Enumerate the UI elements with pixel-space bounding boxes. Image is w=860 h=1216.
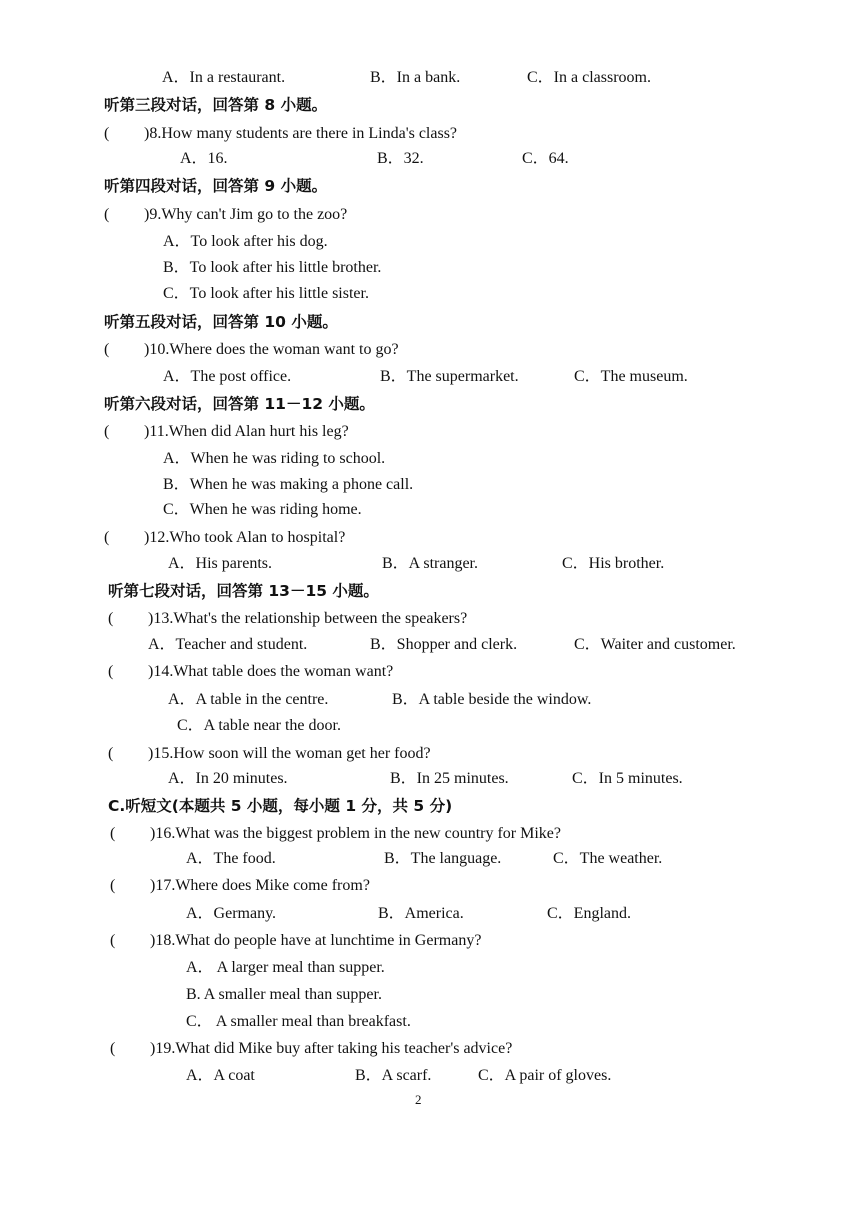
option-text: C．A table near the door. — [177, 717, 341, 734]
option-a: A．Germany. — [186, 905, 277, 922]
question-text: )16.What was the biggest problem in the new country for Mike? — [150, 825, 561, 842]
option-b: B．A table beside the window. — [392, 691, 592, 708]
option-a: A．16. — [180, 150, 228, 167]
answer-blank-paren: ( — [104, 423, 110, 440]
option-text: B．When he was making a phone call. — [163, 476, 414, 493]
answer-blank-paren: ( — [104, 206, 110, 223]
answer-blank-paren: ( — [110, 1040, 116, 1057]
option-text: C．To look after his little sister. — [163, 285, 369, 302]
option-c: C．The weather. — [553, 850, 663, 867]
section-heading: 听第四段对话，回答第 9 小题。 — [104, 177, 328, 195]
option-a: A．The food. — [186, 850, 276, 867]
section-heading: 听第五段对话，回答第 10 小题。 — [104, 313, 338, 331]
option-b: B．The language. — [384, 850, 502, 867]
option-b: B．A stranger. — [382, 555, 478, 572]
answer-blank-paren: ( — [110, 825, 116, 842]
option-a: A．In 20 minutes. — [168, 770, 288, 787]
option-b: B．In 25 minutes. — [390, 770, 509, 787]
option-text: B．To look after his little brother. — [163, 259, 382, 276]
option-c: C．A pair of gloves. — [478, 1067, 612, 1084]
option-b: B．Shopper and clerk. — [370, 636, 518, 653]
page-number: 2 — [415, 1092, 422, 1107]
option-c: C．His brother. — [562, 555, 665, 572]
option-c: C．The museum. — [574, 368, 688, 385]
question-text: )13.What's the relationship between the speakers? — [148, 610, 468, 627]
option-a: A．The post office. — [163, 368, 292, 385]
question-text: )17.Where does Mike come from? — [150, 877, 370, 894]
option-text: A． A larger meal than supper. — [186, 959, 385, 976]
option-c: C．Waiter and customer. — [574, 636, 736, 653]
option-b: B．A scarf. — [355, 1067, 432, 1084]
option-a: A．Teacher and student. — [148, 636, 308, 653]
section-heading: 听第三段对话，回答第 8 小题。 — [104, 96, 328, 114]
option-b: B．The supermarket. — [380, 368, 519, 385]
option-b: B．32. — [377, 150, 424, 167]
question-text: )11.When did Alan hurt his leg? — [144, 423, 349, 440]
answer-blank-paren: ( — [108, 663, 114, 680]
option-a: A．A table in the centre. — [168, 691, 329, 708]
answer-blank-paren: ( — [104, 529, 110, 546]
option-text: A．When he was riding to school. — [163, 450, 386, 467]
question-text: )14.What table does the woman want? — [148, 663, 394, 680]
option-text: C．When he was riding home. — [163, 501, 362, 518]
option-text: B. A smaller meal than supper. — [186, 986, 382, 1003]
option-c: C．In 5 minutes. — [572, 770, 683, 787]
section-heading: 听第七段对话，回答第 13－15 小题。 — [108, 582, 379, 600]
section-heading: 听第六段对话，回答第 11－12 小题。 — [104, 395, 375, 413]
answer-blank-paren: ( — [108, 610, 114, 627]
option-c: C．In a classroom. — [527, 69, 651, 86]
option-c: C．England. — [547, 905, 631, 922]
section-heading: C.听短文(本题共 5 小题，每小题 1 分，共 5 分) — [108, 797, 453, 815]
answer-blank-paren: ( — [108, 745, 114, 762]
option-a: A．A coat — [186, 1067, 255, 1084]
answer-blank-paren: ( — [104, 341, 110, 358]
question-text: )12.Who took Alan to hospital? — [144, 529, 346, 546]
question-text: )8.How many students are there in Linda's class? — [144, 125, 458, 142]
option-b: B．In a bank. — [370, 69, 461, 86]
option-text: A．To look after his dog. — [163, 233, 328, 250]
option-text: C． A smaller meal than breakfast. — [186, 1013, 411, 1030]
question-text: )15.How soon will the woman get her food? — [148, 745, 431, 762]
option-b: B．America. — [378, 905, 464, 922]
question-text: )19.What did Mike buy after taking his teacher's advice? — [150, 1040, 513, 1057]
option-a: A．His parents. — [168, 555, 272, 572]
question-text: )18.What do people have at lunchtime in Germany? — [150, 932, 482, 949]
question-text: )10.Where does the woman want to go? — [144, 341, 399, 358]
answer-blank-paren: ( — [104, 125, 110, 142]
option-c: C．64. — [522, 150, 569, 167]
option-a: A．In a restaurant. — [162, 69, 286, 86]
answer-blank-paren: ( — [110, 877, 116, 894]
answer-blank-paren: ( — [110, 932, 116, 949]
question-text: )9.Why can't Jim go to the zoo? — [144, 206, 348, 223]
